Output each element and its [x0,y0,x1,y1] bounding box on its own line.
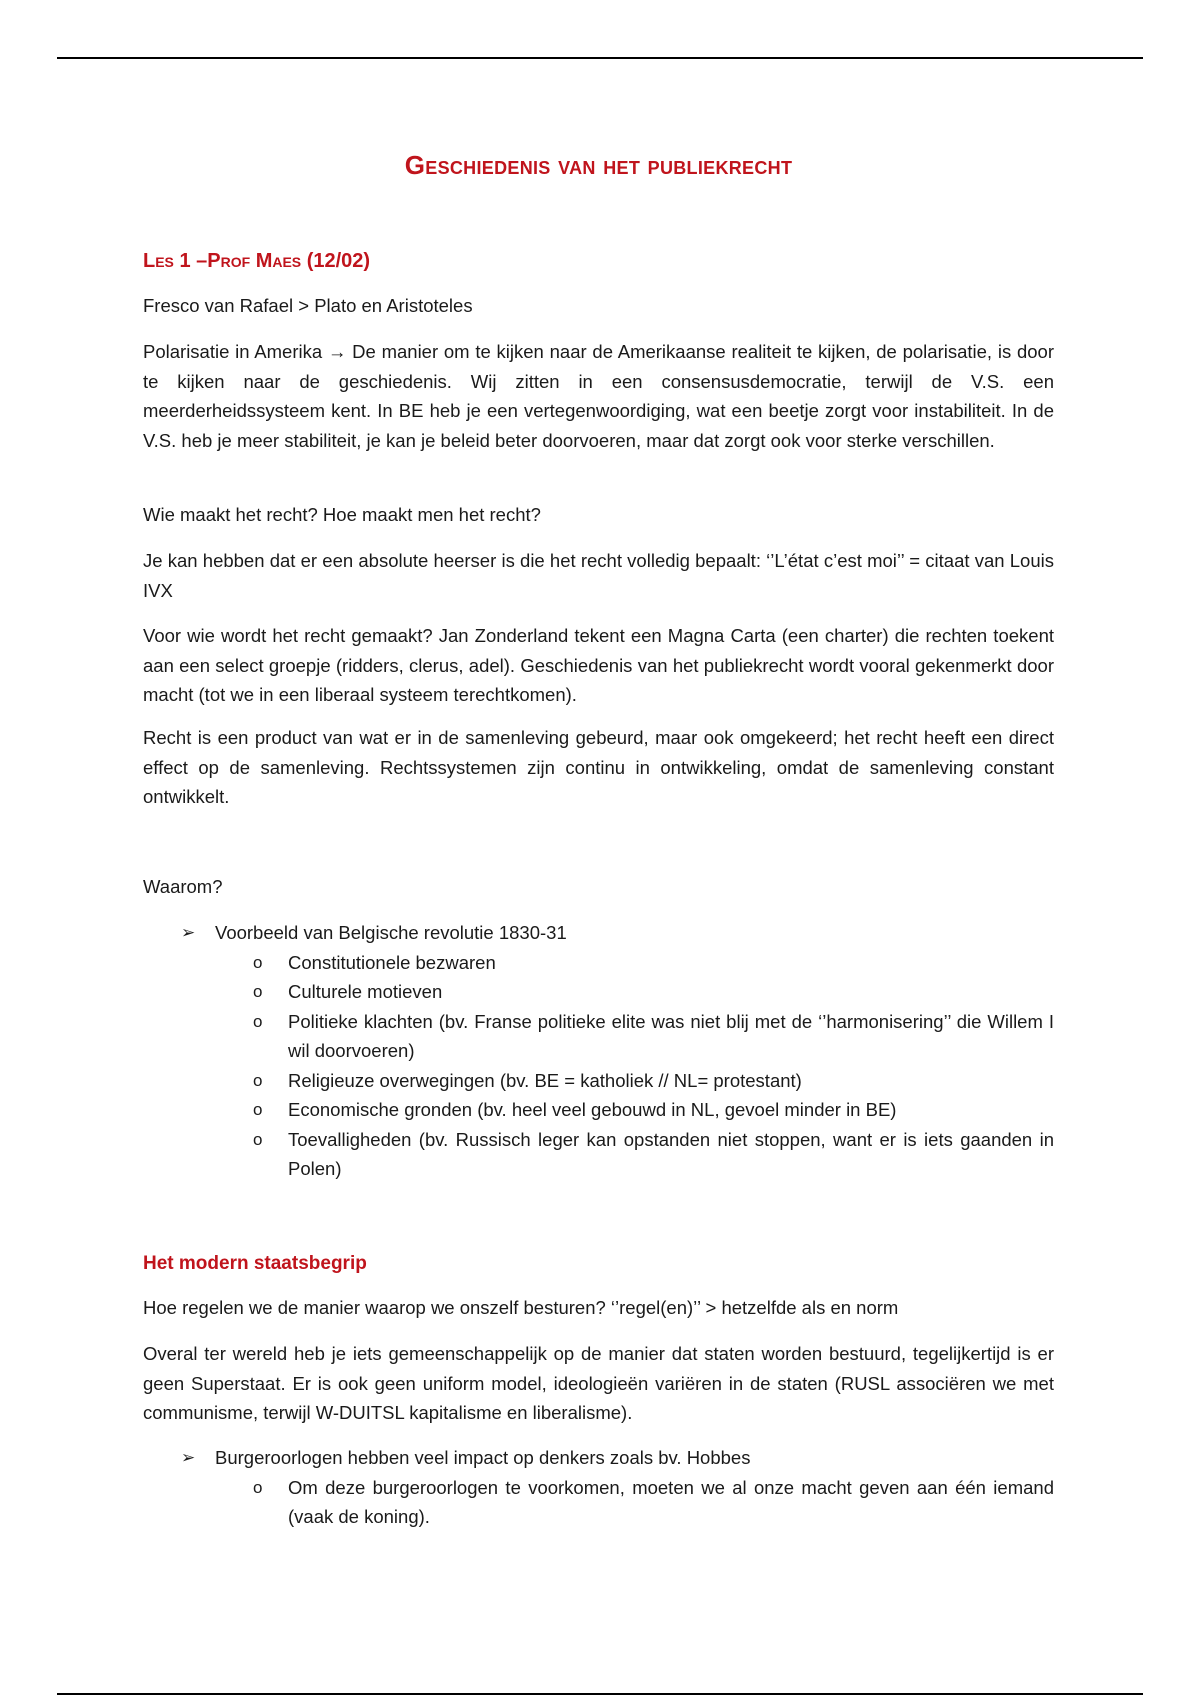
lesson-heading: Les 1 –Prof Maes (12/02) [143,250,371,272]
paragraph: Overal ter wereld heb je iets gemeenschappelijk op de manier dat staten worden bestuurd, tegelijkertijd is er geen Superstaat. Er is ook geen uniform model, ideologieën variëren in de staten (RUSL associëren we met communisme, terwijl W-DUITSL kapitalisme en liberalisme). [143,1343,1054,1423]
sub-list-item-text: Culturele motieven [288,981,443,1002]
circle-bullet-icon: o [253,1011,263,1031]
paragraph: Recht is een product van wat er in de samenleving gebeurd, maar ook omgekeerd; het recht heeft een direct effect op de samenleving. Rechtssystemen zijn continu in ontwikkeling, omdat de samenleving constant ontwikkelt. [143,727,1054,807]
circle-bullet-icon: o [253,1129,263,1149]
bullet-list [143,1443,1054,1532]
paragraph: Je kan hebben dat er een absolute heerser is die het recht volledig bepaalt: ‘’L’état c’est moi’’ = citaat van Louis IVX [143,550,1054,601]
paragraph: Polarisatie in Amerika → De manier om te kijken naar de Amerikaanse realiteit te kijken, de polarisatie, is door te kijken naar de geschiedenis. Wij zitten in een consensusdemocratie, terwijl de V.S. een meerderheidssysteem kent. In BE heb je een vertegenwoordiging, wat een beetje zorgt voor instabiliteit. In de V.S. heb je meer stabiliteit, je kan je beleid beter doorvoeren, maar dat zorgt ook voor sterke verschillen. [143,341,1054,451]
sub-list-item-text: Om deze burgeroorlogen te voorkomen, moeten we al onze macht geven aan één iemand (vaak de koning). [288,1476,1054,1527]
sub-list-item-text: Economische gronden (bv. heel veel gebouwd in NL, gevoel minder in BE) [288,1099,897,1120]
sub-list-item [143,1125,1054,1184]
circle-bullet-icon: o [253,982,263,1001]
section-heading: Het modern staatsbegrip [143,1253,367,1274]
paragraph: Hoe regelen we de manier waarop we onszelf besturen? ‘’regel(en)’’ > hetzelfde als en norm [143,1297,899,1318]
sub-list-item-text: Politieke klachten (bv. Franse politieke elite was niet blij met de ‘’harmonisering’’ die Willem I wil doorvoeren) [288,1010,1054,1061]
bullet-list [143,918,1054,1184]
arrow-bullet-icon: ➢ [181,1448,196,1467]
circle-bullet-icon: o [253,952,263,972]
list-item [143,918,1054,948]
paragraph: Wie maakt het recht? Hoe maakt men het recht? [143,504,541,525]
paragraph: Fresco van Rafael > Plato en Aristoteles [143,295,473,316]
arrow-bullet-icon: ➢ [181,923,196,942]
sub-list-item [143,977,1054,1007]
sub-list-item-text: Toevalligheden (bv. Russisch leger kan opstanden niet stoppen, want er is iets gaanden in Polen) [288,1128,1054,1179]
header-rule [57,57,1143,59]
circle-bullet-icon: o [253,1477,263,1497]
sub-list-item [143,1066,1054,1096]
circle-bullet-icon: o [253,1100,263,1119]
sub-list-item-text: Constitutionele bezwaren [288,951,496,973]
sub-list-item-text: Religieuze overwegingen (bv. BE = katholiek // NL= protestant) [288,1069,802,1091]
sub-list-item [143,1007,1054,1066]
sub-list-item [143,1473,1054,1532]
circle-bullet-icon: o [253,1070,263,1090]
page-title: Geschiedenis van het publiekrecht [404,150,793,180]
list-item [143,1443,1054,1473]
list-item-text: Burgeroorlogen hebben veel impact op denkers zoals bv. Hobbes [215,1447,751,1468]
paragraph: Waarom? [143,876,223,897]
sub-list-item [143,1095,1054,1125]
list-item-text: Voorbeeld van Belgische revolutie 1830-31 [215,922,567,943]
sub-list-item [143,948,1054,978]
paragraph: Voor wie wordt het recht gemaakt? Jan Zonderland tekent een Magna Carta (een charter) die rechten toekent aan een select groepje (ridders, clerus, adel). Geschiedenis van het publiekrecht wordt vooral gekenmerkt door macht (tot we in een liberaal systeem terechtkomen). [143,625,1054,705]
footer-rule [57,1693,1143,1695]
